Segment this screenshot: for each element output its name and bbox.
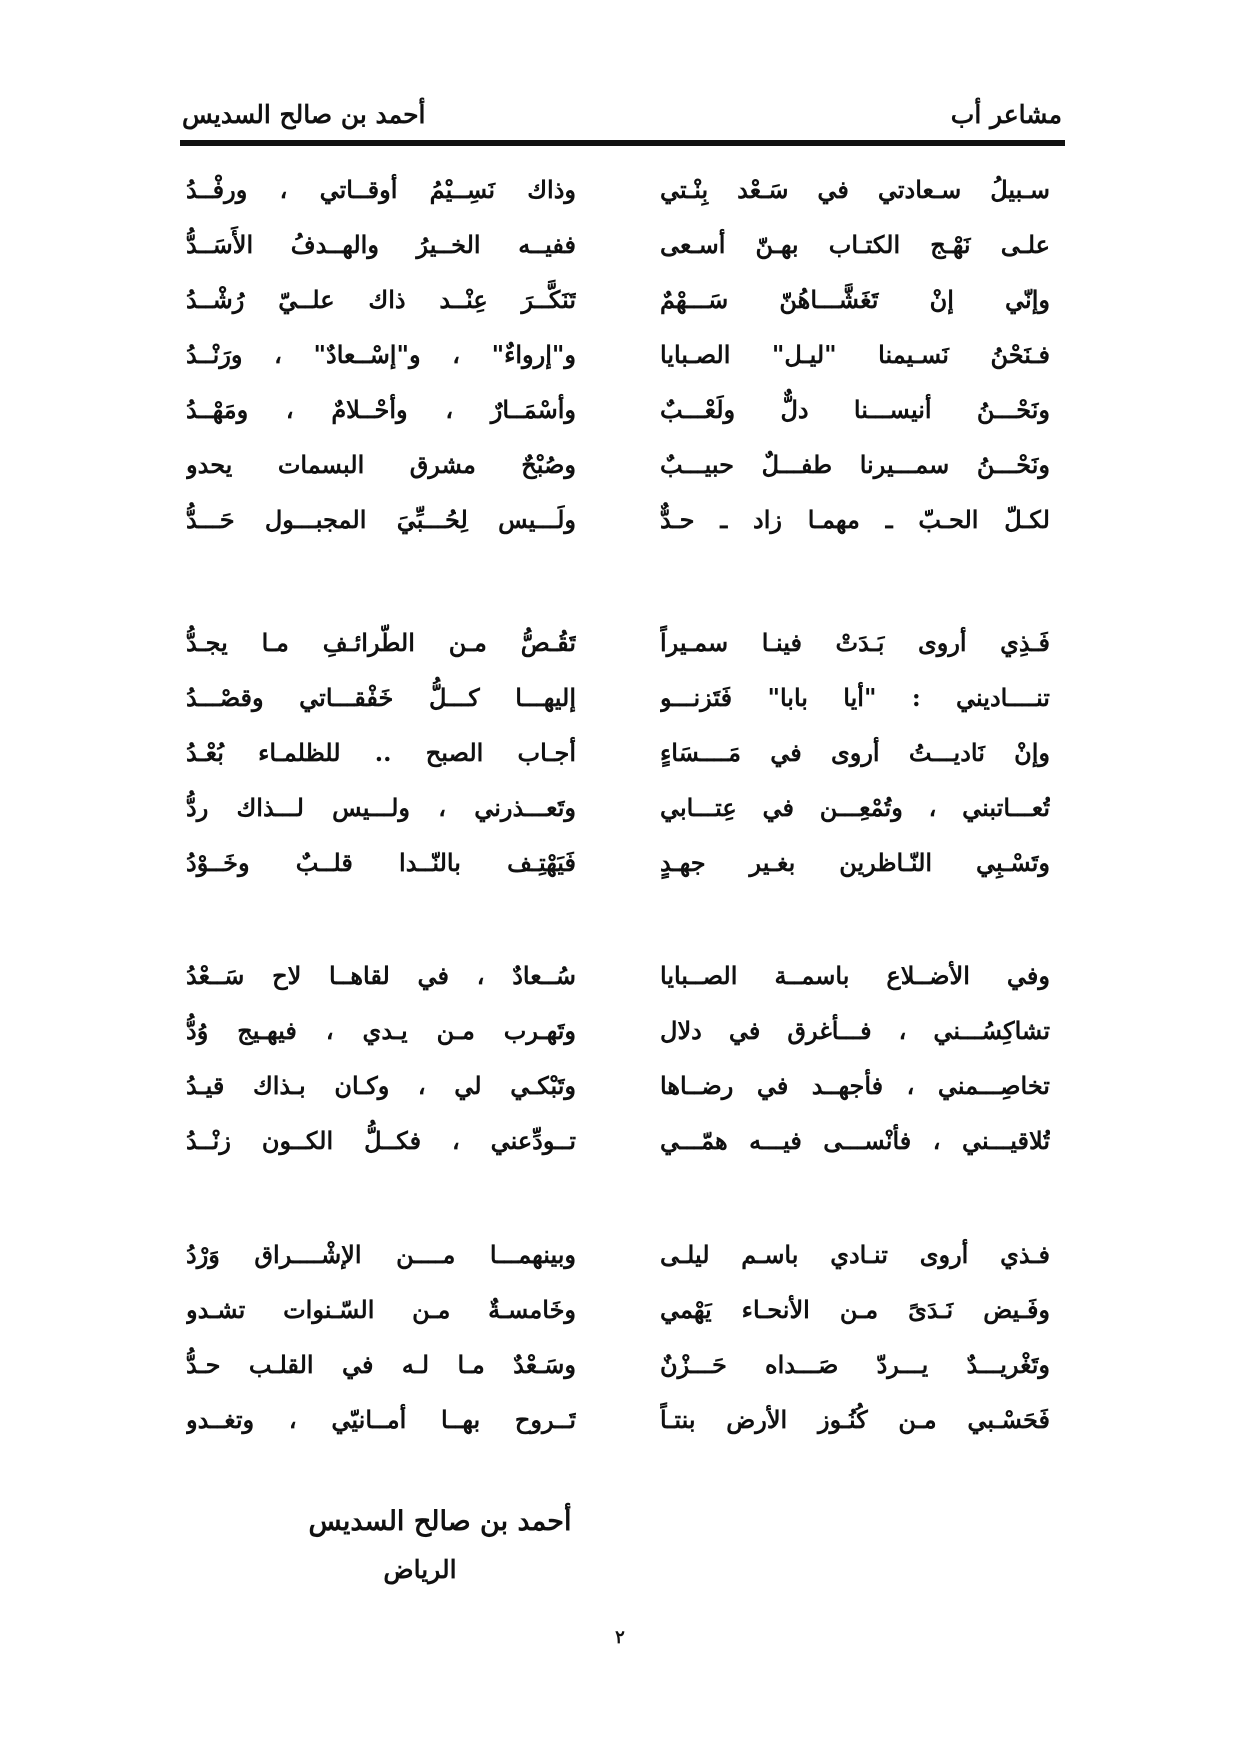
- stanza-3-second-hemistichs: [186, 948, 576, 1168]
- verse-line: ونَحْـــنُ أنيســـنا دلٌّ ولَعْـــبٌ: [660, 395, 1050, 424]
- verse-line: و"إرواءٌ" ، و"إسْــعادٌ" ، ورَنْــدُ: [186, 340, 576, 369]
- verse-line: فَـذِي أروى بَـدَتْ فينـا سمـيراً: [660, 628, 1050, 657]
- stanza-4-second-hemistichs: [186, 1227, 576, 1447]
- verse-line: وفَـيض نَـدَىً مـن الأنحـاء يَهْمي: [660, 1295, 1050, 1324]
- author-name-header: أحمد بن صالح السديس: [182, 99, 426, 129]
- verse-line: تُلاقيـــني ، فأنْســـى فيـــه همّـــي: [660, 1126, 1050, 1155]
- verse-line: وأسْمَــارٌ ، وأحْــلامٌ ، ومَهْــدُ: [186, 395, 576, 424]
- verse-line: تخاصِـــمني ، فأجهــد في رضــاها: [660, 1071, 1050, 1100]
- stanza-2-first-hemistichs: [660, 615, 1050, 890]
- page-number: ٢: [615, 1627, 625, 1648]
- stanza-4-first-hemistichs: [660, 1227, 1050, 1447]
- verse-line: وتَسْـبِي النّـاظرين بغـير جهـدٍ: [660, 848, 1050, 877]
- page-header: [182, 92, 1062, 136]
- verse-line: ونَحْـــنُ سمـــيرنا طفـــلٌ حبيـــبٌ: [660, 450, 1050, 479]
- verse-line: أجـاب الصبح .. للظلمـاء بُعْـدُ: [186, 738, 576, 767]
- verse-line: سُــعادٌ ، في لقاهــا لاح سَــعْدُ: [186, 961, 576, 990]
- verse-line: فَحَسْـبي مـن كُنُـوز الأرض بنتـاً: [660, 1405, 1050, 1434]
- stanza-3-first-hemistichs: [660, 948, 1050, 1168]
- verse-line: تَــروح بهــا أمــانيّي ، وتغــدو: [186, 1405, 576, 1434]
- verse-line: تَقُـصُّ مـن الطّرائـفِ مـا يجـدُّ: [186, 628, 576, 657]
- verse-line: سـبيلُ سـعادتي في سَـعْد بِنْـتي: [660, 175, 1050, 204]
- signature-city: الرياض: [383, 1555, 457, 1584]
- verse-line: وسَـعْدٌ مـا لـه في القلـب حـدُّ: [186, 1350, 576, 1379]
- poem-signature: [300, 1494, 580, 1590]
- verse-line: علـى نَهْـج الكتـاب بهـنّ أسـعى: [660, 230, 1050, 259]
- signature-author: أحمد بن صالح السديس: [308, 1506, 572, 1537]
- verse-line: تَنَكَّــرَ عِنْــد ذاك علــيّ رُشْــدُ: [186, 285, 576, 314]
- verse-line: ولَـــيس لِحُـــبِّيَ المجبـــول حَـــدُّ: [186, 505, 576, 534]
- verse-line: تُعـــاتبني ، وتُمْعِـــن في عِتـــابي: [660, 793, 1050, 822]
- stanza-1-first-hemistichs: [660, 162, 1050, 547]
- verse-line: فَيَهْتِـف بالنّــدا قلــبٌ وخَــوْدُ: [186, 848, 576, 877]
- verse-line: ففيــه الخــيرُ والهــدفُ الأَسَــدُّ: [186, 230, 576, 259]
- verse-line: فـنَحْنُ نَسـيمنا "ليـل" الصـبايا: [660, 340, 1050, 369]
- header-rule: [180, 140, 1065, 146]
- stanza-2-second-hemistichs: [186, 615, 576, 890]
- verse-line: وفي الأضــلاع باسمــة الصــبايا: [660, 961, 1050, 990]
- stanza-1-second-hemistichs: [186, 162, 576, 547]
- verse-line: وإنْ نَاديـــتُ أروى في مَــــسَاءٍ: [660, 738, 1050, 767]
- verse-line: وتَهـرب مـن يـدي ، فيهـيج وُدُّ: [186, 1016, 576, 1045]
- verse-line: لكـلّ الحـبّ ـ مهمـا زاد ـ حـدٌّ: [660, 505, 1050, 534]
- verse-line: وتَبْكـي لي ، وكـان بـذاك قيـدُ: [186, 1071, 576, 1100]
- verse-line: وتَعـــذرني ، ولـــيس لـــذاك ردُّ: [186, 793, 576, 822]
- verse-line: وتَغْريـــدٌ يـــردّ صَـــداه حَـــزْنٌ: [660, 1350, 1050, 1379]
- verse-line: وخَامسـةٌ مـن السّـنوات تشـدو: [186, 1295, 576, 1324]
- verse-line: تشاكِسُـــني ، فـــأغرق في دلال: [660, 1016, 1050, 1045]
- verse-line: وإنّي إنْ تَغَشَّـــاهُنّ سَـــهْمٌ: [660, 285, 1050, 314]
- verse-line: وبينهمـــا مــــن الإشْــــراق وَرْدُ: [186, 1240, 576, 1269]
- book-title: مشاعر أب: [950, 99, 1062, 129]
- verse-line: فـذي أروى تنـادي باسـم ليلـى: [660, 1240, 1050, 1269]
- verse-line: تــودِّعني ، فكــلُّ الكــون زنْــدُ: [186, 1126, 576, 1155]
- verse-line: وصُبْحٌ مشرق البسمات يحدو: [186, 450, 576, 479]
- verse-line: إليهـــا كـــلُّ خَفْقـــاتي وقصْـــدُ: [186, 683, 576, 712]
- verse-line: تنــــاديني : "أيا بابا" فَتَزنـــو: [660, 683, 1050, 712]
- verse-line: وذاك نَسِــيْمُ أوقــاتي ، ورفْــدُ: [186, 175, 576, 204]
